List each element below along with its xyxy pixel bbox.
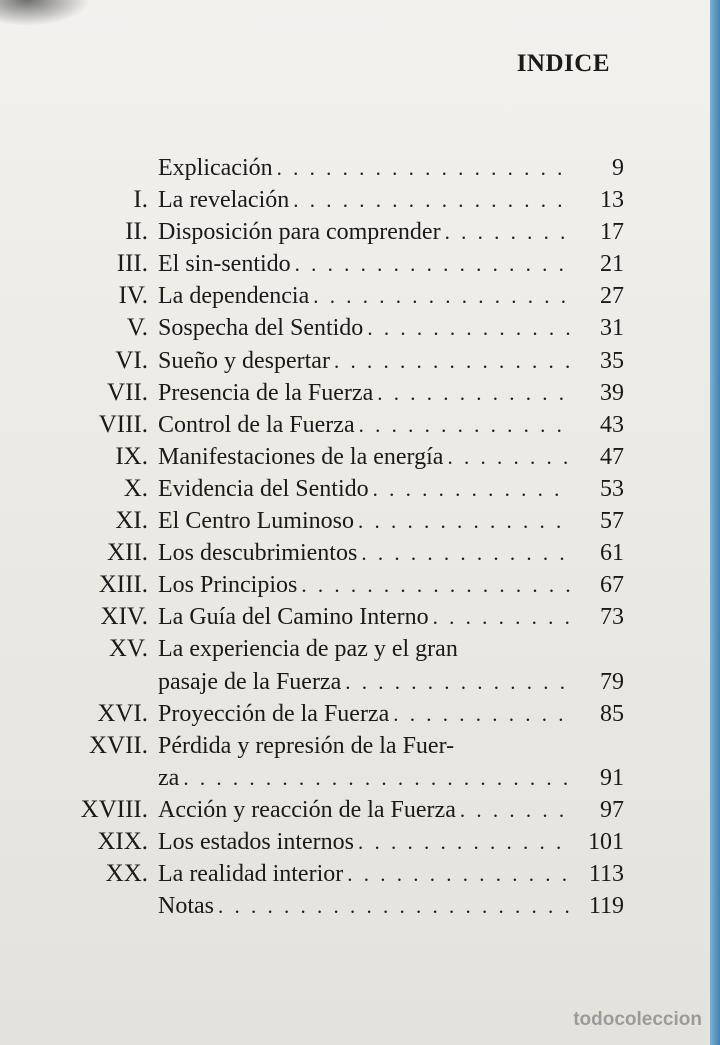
dot-leader <box>369 473 570 505</box>
page-number: 53 <box>600 475 624 502</box>
dot-leader <box>297 569 570 601</box>
chapter-number: XIII. <box>98 571 148 599</box>
dot-leader <box>355 409 570 441</box>
toc-entry <box>158 152 570 184</box>
dot-leader <box>443 441 570 473</box>
cover-edge <box>710 0 720 1045</box>
page-shadow <box>0 0 90 26</box>
chapter-title: El Centro Luminoso <box>158 508 354 535</box>
dot-leader <box>309 280 570 312</box>
dot-leader <box>456 794 570 826</box>
dot-leader <box>289 184 570 216</box>
toc-row <box>0 666 720 698</box>
chapter-number: XIX. <box>97 827 148 855</box>
toc-entry <box>158 730 570 762</box>
toc-row <box>0 441 720 473</box>
toc-entry <box>158 280 570 312</box>
page-number: 21 <box>600 251 624 278</box>
dot-leader <box>291 248 570 280</box>
toc-row <box>0 858 720 890</box>
page-number: 91 <box>600 764 624 791</box>
page-title: INDICE <box>516 50 610 77</box>
dot-leader <box>330 345 570 377</box>
chapter-title: Los descubrimientos <box>158 540 358 567</box>
chapter-title: Manifestaciones de la energía <box>158 443 444 470</box>
page-number: 119 <box>588 893 624 920</box>
chapter-title: La experiencia de paz y el gran <box>158 636 458 663</box>
chapter-title: Notas <box>158 893 214 920</box>
toc-row <box>0 633 720 665</box>
toc-row <box>0 505 720 537</box>
toc-row <box>0 345 720 377</box>
table-of-contents <box>0 152 720 922</box>
chapter-title: Los estados internos <box>158 828 354 855</box>
page-number: 9 <box>612 155 624 181</box>
toc-entry <box>158 409 570 441</box>
chapter-number: II. <box>125 218 148 246</box>
chapter-number: XII. <box>107 539 148 567</box>
toc-entry <box>158 312 570 344</box>
toc-row <box>0 730 720 762</box>
chapter-number: IX. <box>115 442 148 470</box>
toc-entry <box>158 826 570 858</box>
chapter-number: V. <box>126 314 148 342</box>
page-number: 61 <box>600 540 624 567</box>
chapter-title: Acción y reacción de la Fuerza <box>158 796 456 823</box>
toc-row <box>0 601 720 633</box>
toc-entry <box>158 698 570 730</box>
chapter-title: La dependencia <box>158 283 310 310</box>
page-number: 67 <box>600 572 624 599</box>
dot-leader <box>373 377 570 409</box>
page-number: 85 <box>600 700 624 727</box>
toc-row <box>0 312 720 344</box>
chapter-title: Los Principios <box>158 572 298 599</box>
toc-entry <box>158 569 570 601</box>
toc-entry <box>158 184 570 216</box>
chapter-number: XIV. <box>100 603 148 631</box>
chapter-title: Evidencia del Sentido <box>158 475 369 502</box>
chapter-title: Sospecha del Sentido <box>158 315 364 342</box>
toc-entry <box>158 216 570 248</box>
toc-entry <box>158 473 570 505</box>
toc-row <box>0 569 720 601</box>
chapter-title: Pérdida y represión de la Fuer- <box>158 732 455 759</box>
toc-row <box>0 762 720 794</box>
chapter-title: La revelación <box>158 187 290 214</box>
toc-entry <box>158 377 570 409</box>
toc-row <box>0 377 720 409</box>
dot-leader <box>273 152 570 184</box>
chapter-number: III. <box>116 250 148 278</box>
toc-row <box>0 248 720 280</box>
dot-leader <box>389 698 570 730</box>
chapter-number: XVI. <box>97 699 148 727</box>
toc-row <box>0 890 720 922</box>
toc-row <box>0 409 720 441</box>
toc-row <box>0 537 720 569</box>
page-number: 79 <box>600 668 624 695</box>
chapter-title: Sueño y despertar <box>158 347 330 374</box>
chapter-title: Control de la Fuerza <box>158 411 355 438</box>
toc-entry <box>158 890 570 922</box>
page-number: 17 <box>600 219 624 246</box>
dot-leader <box>363 312 570 344</box>
chapter-number: VII. <box>107 378 148 406</box>
chapter-number: XV. <box>108 635 148 663</box>
toc-entry <box>158 666 570 698</box>
toc-row <box>0 152 720 184</box>
page-number: 27 <box>600 283 624 310</box>
chapter-title: pasaje de la Fuerza <box>158 668 342 695</box>
chapter-title: Disposición para comprender <box>158 219 441 246</box>
chapter-title: za <box>158 764 180 791</box>
chapter-number: VI. <box>115 346 148 374</box>
toc-row <box>0 216 720 248</box>
dot-leader <box>354 826 570 858</box>
page-number: 35 <box>600 347 624 374</box>
page-number: 97 <box>600 796 624 823</box>
page-number: 43 <box>600 411 624 438</box>
toc-row <box>0 184 720 216</box>
toc-row <box>0 794 720 826</box>
chapter-title: La Guía del Camino Interno <box>158 604 429 631</box>
toc-row <box>0 826 720 858</box>
chapter-number: I. <box>133 186 148 214</box>
toc-entry <box>158 858 570 890</box>
chapter-number: VIII. <box>98 410 148 438</box>
chapter-number: XVII. <box>88 731 148 759</box>
page-number: 73 <box>600 604 624 631</box>
page-number: 13 <box>600 187 624 214</box>
chapter-number: XX. <box>105 860 148 888</box>
toc-entry <box>158 633 570 665</box>
chapter-title: Presencia de la Fuerza <box>158 379 374 406</box>
toc-entry <box>158 248 570 280</box>
chapter-number: XI. <box>115 507 148 535</box>
page-number: 57 <box>600 508 624 535</box>
chapter-number: IV. <box>118 282 148 310</box>
dot-leader <box>343 858 570 890</box>
dot-leader <box>354 505 570 537</box>
dot-leader <box>341 666 570 698</box>
toc-row <box>0 280 720 312</box>
chapter-number: X. <box>123 474 148 502</box>
dot-leader <box>214 890 570 922</box>
dot-leader <box>357 537 570 569</box>
toc-row <box>0 698 720 730</box>
toc-entry <box>158 505 570 537</box>
toc-entry <box>158 537 570 569</box>
dot-leader <box>441 216 570 248</box>
chapter-number: XVIII. <box>80 795 148 823</box>
toc-entry <box>158 441 570 473</box>
page-number: 31 <box>600 315 624 342</box>
toc-row <box>0 473 720 505</box>
toc-entry <box>158 601 570 633</box>
toc-entry <box>158 345 570 377</box>
page-number: 39 <box>600 379 624 406</box>
page-number: 101 <box>588 828 624 855</box>
watermark: todocoleccion <box>573 1009 702 1030</box>
dot-leader <box>179 762 570 794</box>
toc-entry <box>158 762 570 794</box>
chapter-title: El sin-sentido <box>158 251 291 278</box>
chapter-title: La realidad interior <box>158 861 344 888</box>
page-number: 113 <box>588 861 624 888</box>
chapter-title: Proyección de la Fuerza <box>158 700 390 727</box>
toc-entry <box>158 794 570 826</box>
chapter-title: Explicación <box>158 155 273 181</box>
dot-leader <box>429 601 570 633</box>
page-number: 47 <box>600 443 624 470</box>
